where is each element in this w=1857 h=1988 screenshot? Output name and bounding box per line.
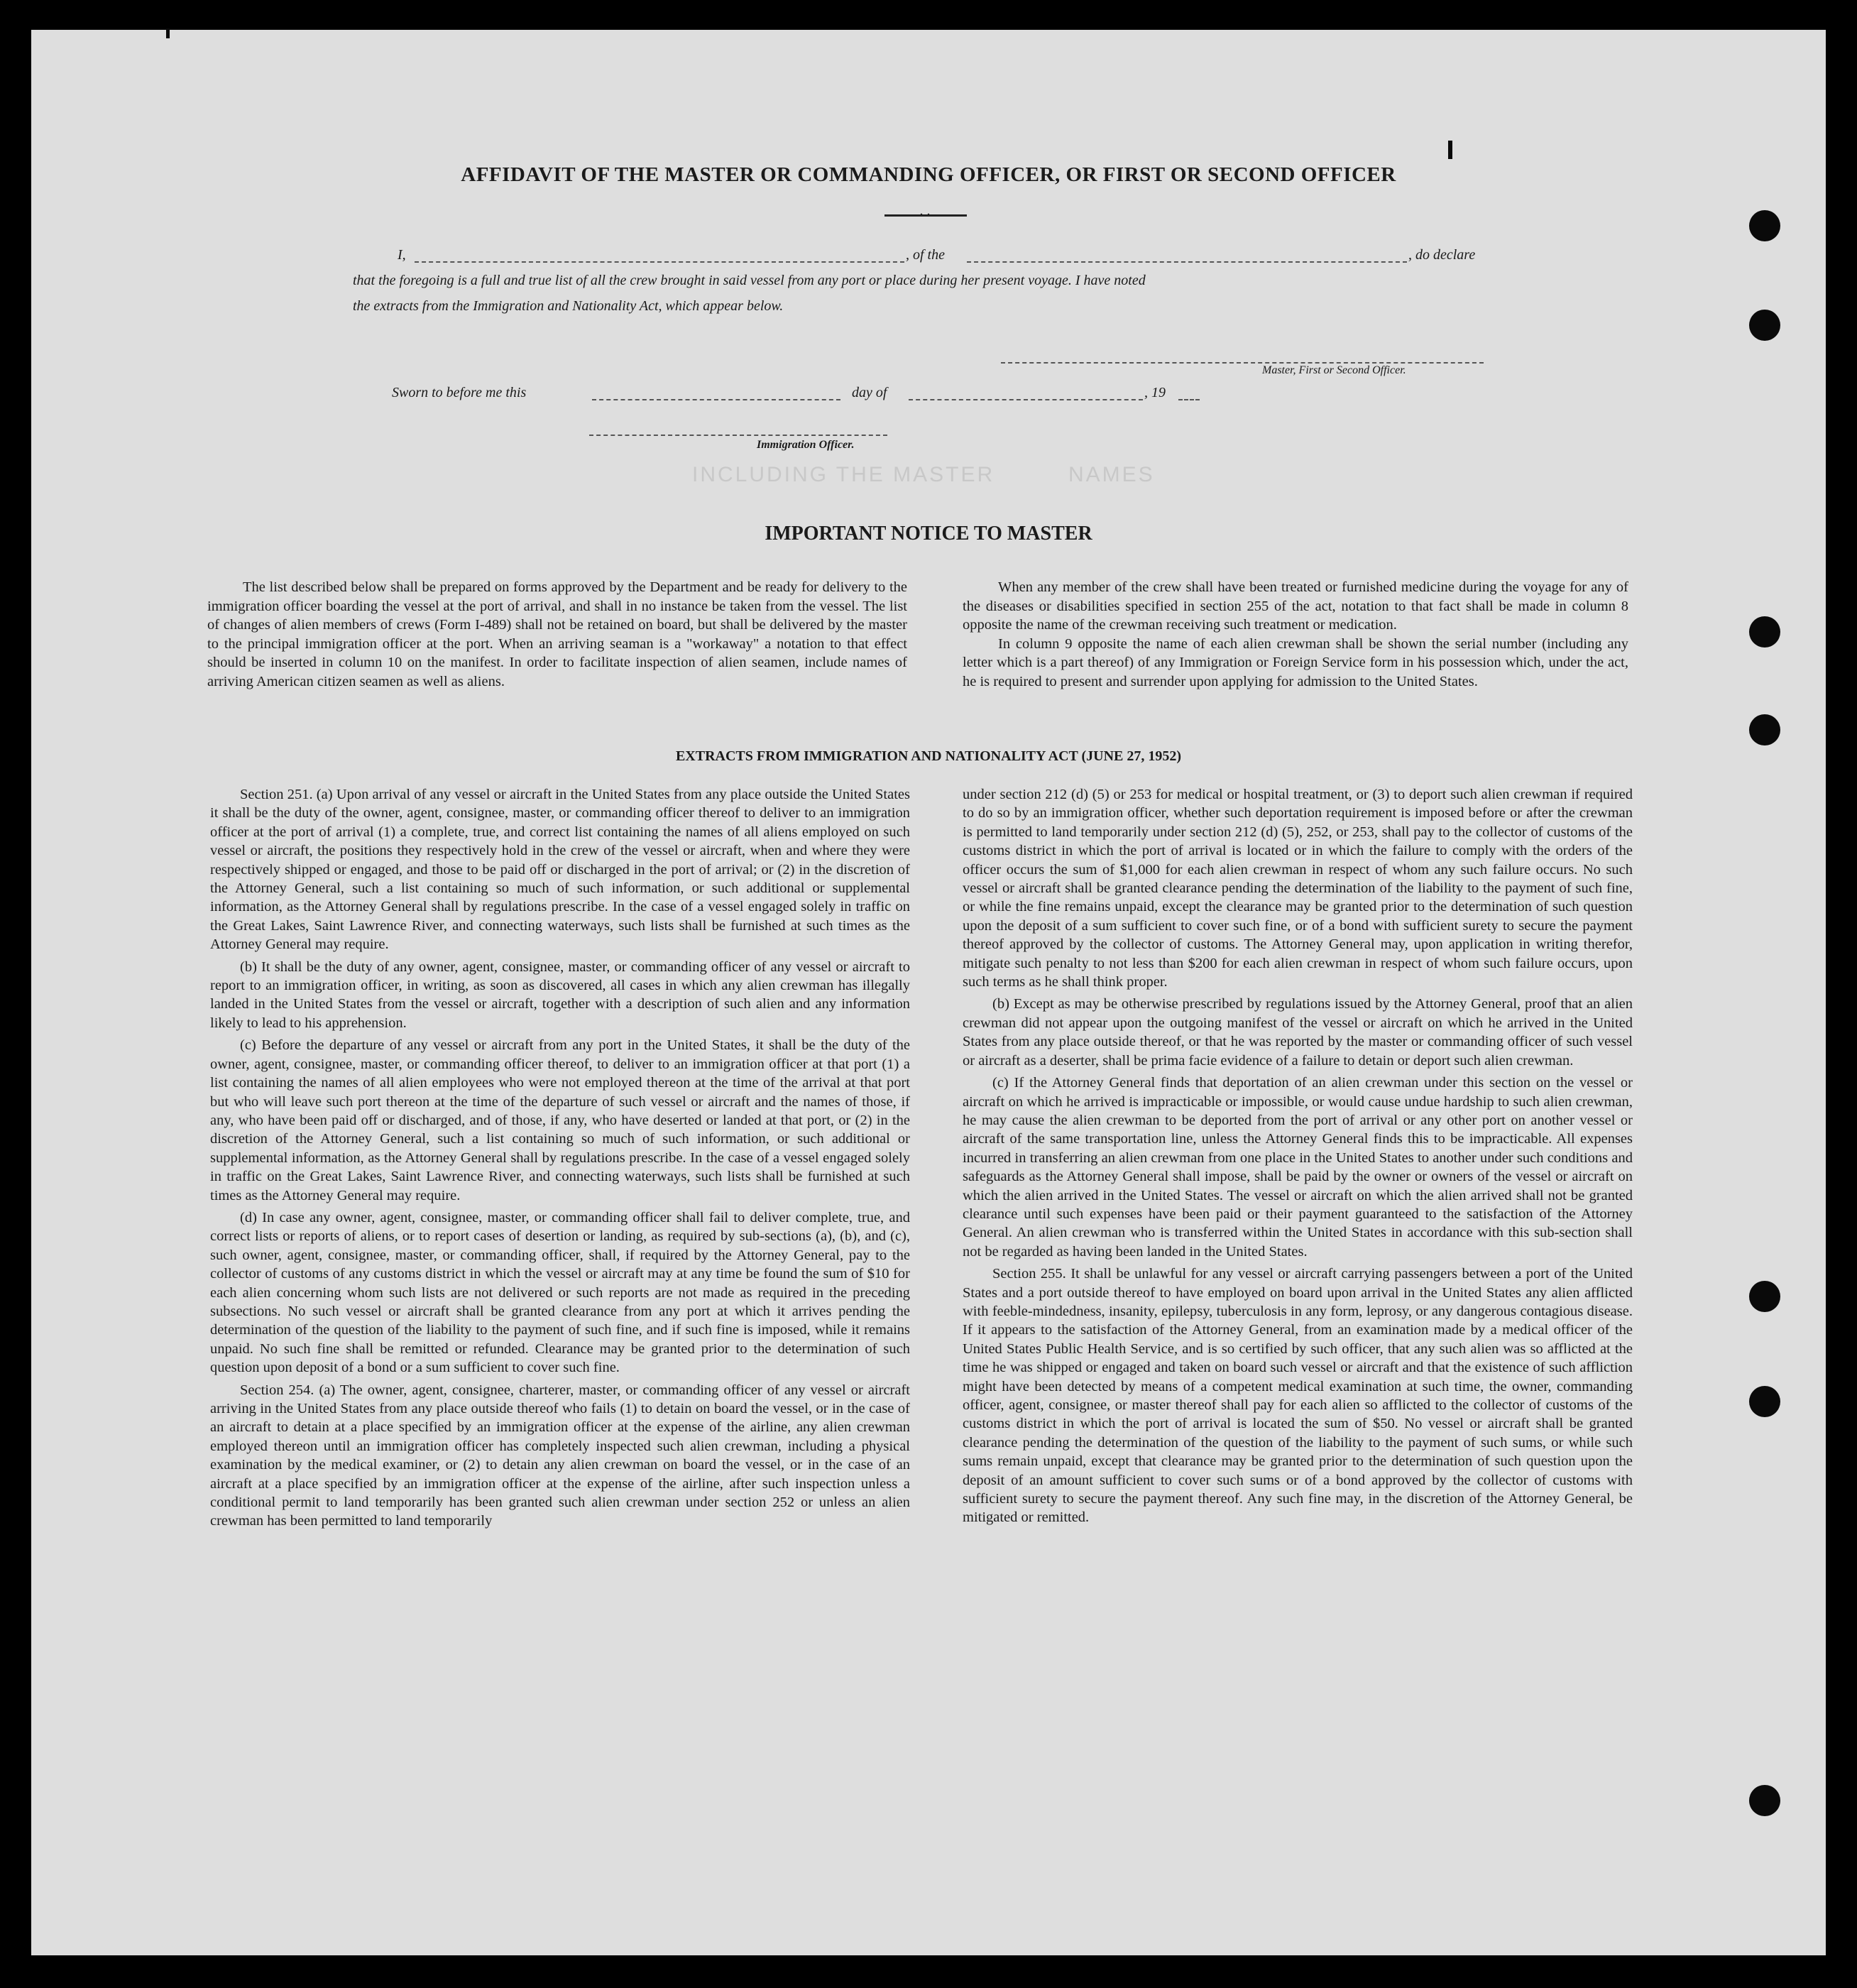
section-255: Section 255. It shall be unlawful for any vessel or aircraft carrying passengers between a port of the United States and a port outside thereof to have employed on board upon arrival in the United States any alien afflicted with feeble-mindedness, insanity, epilepsy, tuberculosis in any form, leprosy, or any dangerous contagious disease. If it appears to the satisfaction of the Attorney General, from an examination made by a medical officer of the United States Public Health Service, and is so certified by such officer, that any such alien was so afflicted at the time he was shipped or engaged and taken on board such vessel or aircraft and that the existence of such affliction might have been detected by means of a competent medical examination at such time, the owner, commanding officer, agent, consignee, or master thereof shall pay for each alien so afflicted to the collector of customs of the customs district in which the port of arrival is located the sum of $50. No vessel or aircraft shall be granted clearance pending the determination of the question of the liability to the payment of such sums, or while such sums remain unpaid, except that clearance may be granted prior to the determination of such question upon the deposit of an amount sufficient to cover such sums or of a bond approved by the collector of customs with sufficient surety to secure the payment thereof. Any such fine may, in the discretion of the Attorney General, be mitigated or remitted.	[963, 1266, 1633, 1526]
affidavit-title: AFFIDAVIT OF THE MASTER OR COMMANDING OFFICER, OR FIRST OR SECOND OFFICER	[461, 163, 1396, 186]
do-declare-label: , do declare	[1408, 247, 1476, 263]
master-signature-field[interactable]	[1001, 362, 1484, 364]
punch-hole-2	[1749, 310, 1780, 341]
section-254-b: (b) Except as may be otherwise prescribed by regulations issued by the Attorney General, proof that an alien crewman did not appear upon the outgoing manifest of the vessel or aircraft on which he arrived in the United States from any place outside thereof, or that he was reported by the master or commanding officer of such vessel or aircraft as a deserter, shall be prima facie evidence of a failure to detain or deport such alien crewman.	[963, 996, 1633, 1069]
notice-heading: IMPORTANT NOTICE TO MASTER	[765, 523, 1092, 545]
declaration-statement-line2: the extracts from the Immigration and Nationality Act, which appear below.	[353, 298, 784, 314]
section-254-a-continued: under section 212 (d) (5) or 253 for medical or hospital treatment, or (3) to deport such alien crewman if required to do so by an immigration officer, whether such deportation requirement is imposed before or after the crewman is permitted to land temporarily under section 212 (d) (5), 252, or 253, shall pay to the collector of customs of the customs district in which the port of arrival is located or in which the failure to comply with the orders of the officer occurs the sum of $1,000 for each alien crewman in respect of whom any such failure occurs. No such vessel or aircraft shall be granted clearance pending the determination of the liability to the payment of such fine, or while the fine remains unpaid, except the clearance may be granted prior to the determination of such question upon the deposit of a sum sufficient to cover such fine, or of a bond with sufficient surety to secure the payment thereof approved by the collector of customs. The Attorney General may, upon application in writing therefor, mitigate such penalty to not less than $200 for each alien crewman in respect of whom such failure occurs, upon such terms as he shall think proper.	[963, 787, 1633, 990]
declaration-statement-line1: that the foregoing is a full and true list of all the crew brought in said vessel from any port or place during her present voyage. I have noted	[353, 273, 1146, 288]
sworn-month-field[interactable]	[909, 399, 1143, 400]
year-label: , 19	[1144, 385, 1166, 400]
bleed-through-text: INCLUDING THE MASTER	[692, 463, 995, 486]
of-the-label: , of the	[906, 247, 945, 263]
section-254-a: Section 254. (a) The owner, agent, consignee, charterer, master, or commanding officer of any vessel or aircraft arriving in the United States from any place outside thereof who fails (1) to detain on board the vessel, or in the case of an aircraft to detain at a place specified by an immigration officer at the expense of the airline, any alien crewman employed thereon until an immigration officer has completely inspected such alien crewman, including a physical examination by the medical examiner, or (2) to detain any alien crewman on board the vessel, or in the case of an aircraft at a place specified by an immigration officer at the expense of the airline, after such inspection unless a conditional permit to land temporarily has been granted such alien crewman under section 252 or unless an alien crewman has been permitted to land temporarily	[210, 1382, 910, 1529]
extracts-heading: EXTRACTS FROM IMMIGRATION AND NATIONALITY ACT (JUNE 27, 1952)	[675, 748, 1182, 764]
sworn-day-field[interactable]	[592, 399, 840, 400]
section-251-a: Section 251. (a) Upon arrival of any vessel or aircraft in the United States from any place outside the United States it shall be the duty of the owner, agent, consignee, master, or commanding officer thereof to deliver to an immigration officer at the port of arrival (1) a complete, true, and correct list containing the names of all aliens employed on such vessel or aircraft, the positions they respectively hold in the crew of the vessel or aircraft, when and where they were respectively shipped or engaged, and those to be paid off or discharged in the port of arrival; or (2) in the discretion of the Attorney General, such a list containing so much of such information, or such additional or supplemental information, as the Attorney General shall by regulations prescribe. In the case of a vessel engaged solely in traffic on the Great Lakes, Saint Lawrence River, and connecting waterways, such lists shall be furnished at such times as the Attorney General may require.	[210, 787, 910, 953]
punch-hole-6	[1749, 1386, 1780, 1417]
section-251-c: (c) Before the departure of any vessel or aircraft from any port in the United States, it shall be the duty of the owner, agent, consignee, master, or commanding officer thereof, to deliver to an immigration officer at that port (1) a list containing the names of all alien employees who were not employed thereon at the time of the arrival at that port but who will leave such port thereon at the time of the departure of such vessel or aircraft and the names of those, if any, who have been paid off or discharged, and of those, if any, who have deserted or landed at that port, or (2) in the discretion of the Attorney General, such a list containing so much of such information, or such additional or supplemental information, as the Attorney General shall by regulations prescribe. In the case of a vessel engaged solely in traffic on the Great Lakes, Saint Lawrence River, and connecting waterways, such lists shall be furnished at such times as the Attorney General may require.	[210, 1037, 910, 1203]
notice-right-text-2: In column 9 opposite the name of each alien crewman shall be shown the serial number (including any letter which is a part thereof) of any Immigration or Foreign Service form in his possession which, under the act, he is required to present and surrender upon applying for admission to the United States.	[963, 635, 1628, 689]
bleed-through-text-2: NAMES	[1068, 463, 1155, 486]
sworn-label: Sworn to before me this	[392, 385, 527, 400]
section-254-c: (c) If the Attorney General finds that deportation of an alien crewman under this section on the vessel or aircraft on which he arrived is impracticable or impossible, or would cause undue hardship to such alien crewman, he may cause the alien crewman to be deported from the port of arrival or any other port on another vessel or aircraft of the same transportation line, unless the Attorney General finds this to be impracticable. All expenses incurred in transferring an alien crewman from one place in the United States to another under such conditions and safeguards as the Attorney General shall impose, shall be paid by the owner or owners of the vessel or aircraft on which the alien arrived in the United States. The vessel or aircraft on which the alien arrived shall not be granted clearance until such expenses have been paid or their payment guaranteed to the satisfaction of the Attorney General. An alien crewman who is transferred within the United States in accordance with this sub-section shall not be regarded as having been landed in the United States.	[963, 1075, 1633, 1260]
section-251-b: (b) It shall be the duty of any owner, agent, consignee, master, or commanding officer of any vessel or aircraft to report to an immigration officer, in writing, as soon as discovered, all cases in which any alien crewman has illegally landed in the United States from the vessel or aircraft, together with a description of such alien and any information likely to lead to his apprehension.	[210, 958, 910, 1031]
extracts-left-column	[210, 785, 910, 1534]
punch-hole-1	[1749, 210, 1780, 241]
notice-right-column	[963, 578, 1628, 691]
extracts-right-column	[963, 785, 1633, 1531]
day-of-label: day of	[852, 385, 887, 400]
punch-hole-7	[1749, 1785, 1780, 1816]
master-signature-label: Master, First or Second Officer.	[1262, 364, 1406, 376]
notice-right-text-1: When any member of the crew shall have been treated or furnished medicine during the voyage for any of the diseases or disabilities specified in section 255 of the act, notation to that fact shall be made in column 8 opposite the name of the crewman receiving such treatment or medication.	[963, 579, 1628, 633]
corner-tick-mark	[166, 28, 170, 38]
declarant-label: I,	[398, 247, 406, 263]
vessel-name-field[interactable]	[967, 261, 1407, 263]
punch-hole-3	[1749, 616, 1780, 648]
title-underline	[884, 214, 967, 217]
immigration-officer-label: Immigration Officer.	[757, 439, 855, 451]
immigration-officer-signature-field[interactable]	[589, 435, 887, 436]
punch-hole-4	[1749, 714, 1780, 746]
declarant-name-field[interactable]	[415, 261, 904, 263]
title-marks: . .	[919, 203, 931, 219]
sworn-year-field[interactable]	[1178, 399, 1200, 400]
notice-left-column	[207, 578, 907, 691]
top-right-ink-mark	[1448, 141, 1452, 159]
section-251-d: (d) In case any owner, agent, consignee, master, or commanding officer shall fail to deliver complete, true, and correct lists or reports of aliens, or to report cases of desertion or landing, as required by sub-sections (a), (b), and (c), such owner, agent, consignee, master, or commanding officer, shall, if required by the Attorney General, pay to the collector of customs of any customs district in which the vessel or aircraft may at any time be found the sum of $10 for each alien concerning whom such lists are not delivered or such reports are not made as required in the preceding subsections. No such vessel or aircraft shall be granted clearance from any port at which it arrives pending the determination of the question of the liability to the payment of such fine, and if such fine is imposed, while it remains unpaid. No such fine shall be remitted or refunded. Clearance may be granted prior to the determination of such question upon deposit of a bond or a sum sufficient to cover such fine.	[210, 1209, 910, 1376]
punch-hole-5	[1749, 1281, 1780, 1312]
notice-left-text: The list described below shall be prepared on forms approved by the Department and be ready for delivery to the immigration officer boarding the vessel at the port of arrival, and shall in no instance be taken from the vessel. The list of changes of alien members of crews (Form I-489) shall not be retained on board, but shall be delivered by the master to the principal immigration officer at the port. When an arriving seaman is a "workaway" a notation to that effect should be inserted in column 10 on the manifest. In order to facilitate inspection of alien seamen, include names of arriving American citizen seamen as well as aliens.	[207, 579, 907, 689]
